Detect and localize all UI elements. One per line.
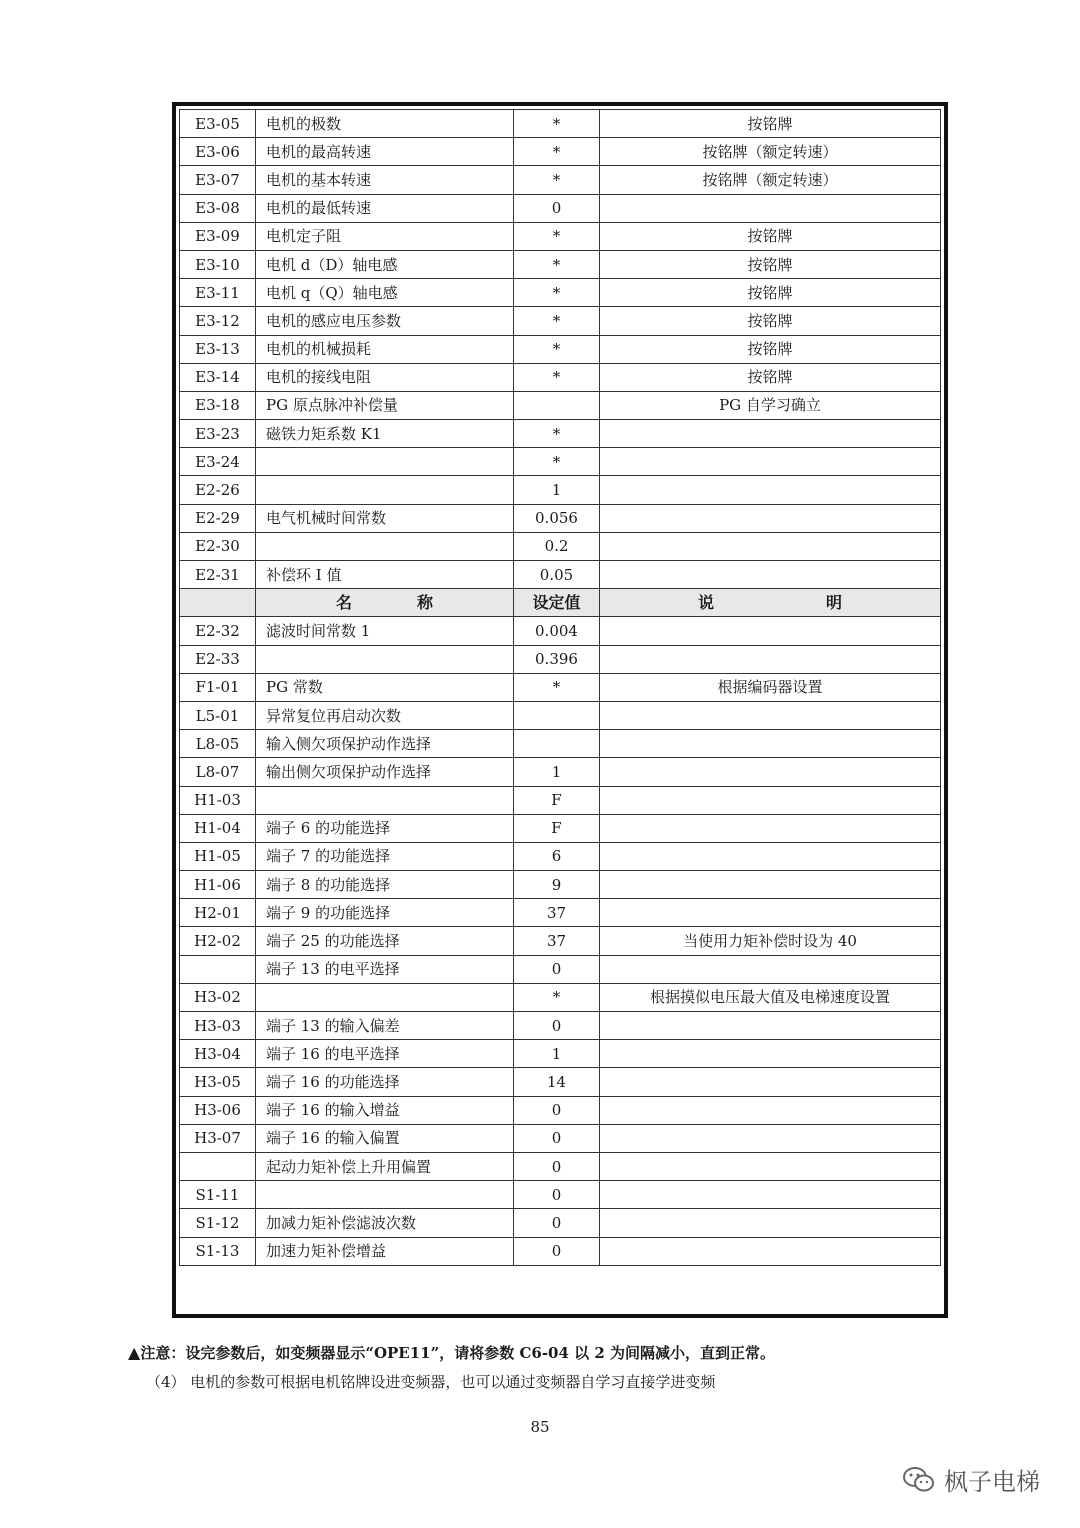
table-row [180,730,941,758]
table-row [180,1096,941,1124]
header-value: 设定值 [514,589,600,617]
cell-desc: 按铭牌 [600,279,941,307]
cell-desc [600,730,941,758]
cell-code: E3-06 [180,138,256,166]
table-row [180,363,941,391]
cell-value: * [514,673,600,701]
table-row [180,138,941,166]
cell-desc: 根据编码器设置 [600,673,941,701]
cell-desc [600,645,941,673]
cell-code: E3-10 [180,250,256,278]
table-row [180,420,941,448]
table-row [180,110,941,138]
table-row [180,476,941,504]
cell-code: S1-13 [180,1237,256,1265]
table-row [180,250,941,278]
cell-desc: 按铭牌 [600,335,941,363]
parameter-table-frame [172,102,948,1318]
cell-desc [600,1012,941,1040]
cell-value: F [514,814,600,842]
parameter-table [179,109,941,1266]
cell-name: PG 常数 [256,673,514,701]
cell-desc [600,194,941,222]
cell-value: 0 [514,1012,600,1040]
table-row [180,1012,941,1040]
cell-value: * [514,420,600,448]
cell-code: S1-11 [180,1181,256,1209]
cell-code: E2-33 [180,645,256,673]
cell-desc: 当使用力矩补偿时设为 40 [600,927,941,955]
cell-code [180,1152,256,1180]
cell-name [256,476,514,504]
cell-value: 0.2 [514,532,600,560]
cell-name: 电机的感应电压参数 [256,307,514,335]
cell-desc [600,701,941,729]
cell-desc [600,786,941,814]
wechat-icon [902,1465,936,1495]
cell-name: 补偿环 I 值 [256,561,514,589]
cell-value: 1 [514,476,600,504]
cell-code: E2-26 [180,476,256,504]
cell-desc [600,420,941,448]
cell-desc [600,758,941,786]
header-name-b: 称 [416,592,433,612]
cell-value: * [514,448,600,476]
warning-note [128,1342,775,1363]
cell-code: H3-07 [180,1124,256,1152]
cell-value [514,730,600,758]
cell-name: 电机的机械损耗 [256,335,514,363]
cell-value: * [514,250,600,278]
cell-value: 0.004 [514,617,600,645]
cell-name: 电机的最低转速 [256,194,514,222]
cell-desc [600,1181,941,1209]
cell-desc: 按铭牌 [600,110,941,138]
cell-code: E2-31 [180,561,256,589]
cell-desc [600,448,941,476]
cell-name: 端子 16 的输入偏置 [256,1124,514,1152]
cell-desc [600,1152,941,1180]
table-row [180,786,941,814]
table-row [180,166,941,194]
parameter-rows-top [180,110,941,589]
cell-value: 0 [514,1124,600,1152]
table-row [180,1209,941,1237]
cell-value: 0.056 [514,504,600,532]
cell-desc: 按铭牌 [600,222,941,250]
cell-value: 1 [514,758,600,786]
cell-value: * [514,138,600,166]
cell-value: 6 [514,842,600,870]
table-row [180,194,941,222]
cell-code: E3-24 [180,448,256,476]
cell-value: * [514,222,600,250]
cell-desc [600,1040,941,1068]
cell-name: 端子 6 的功能选择 [256,814,514,842]
table-row [180,814,941,842]
cell-name [256,532,514,560]
body-paragraph: （4） 电机的参数可根据电机铭牌设进变频器，也可以通过变频器自学习直接学进变频 [146,1373,716,1391]
cell-code: H3-06 [180,1096,256,1124]
table-row [180,955,941,983]
cell-value: * [514,110,600,138]
cell-name: 加速力矩补偿增益 [256,1237,514,1265]
cell-name: 输出侧欠项保护动作选择 [256,758,514,786]
cell-name [256,645,514,673]
cell-code [180,955,256,983]
cell-value: * [514,279,600,307]
cell-name: 起动力矩补偿上升用偏置 [256,1152,514,1180]
cell-desc [600,1209,941,1237]
cell-name: 磁铁力矩系数 K1 [256,420,514,448]
header-desc-a: 说 [698,592,715,612]
warning-triangle-icon: ▲ [128,1343,141,1362]
cell-code: H1-06 [180,871,256,899]
table-row [180,617,941,645]
cell-code: H1-05 [180,842,256,870]
cell-code: H1-03 [180,786,256,814]
cell-value: 37 [514,927,600,955]
cell-name: 异常复位再启动次数 [256,701,514,729]
cell-value: * [514,363,600,391]
header-name-cell [256,589,514,617]
parameter-rows-bottom [180,617,941,1265]
watermark [902,1462,1040,1497]
cell-value: 14 [514,1068,600,1096]
table-row [180,335,941,363]
cell-name: 电气机械时间常数 [256,504,514,532]
cell-code: H3-02 [180,983,256,1011]
cell-value: 0 [514,955,600,983]
table-row [180,1124,941,1152]
cell-desc: PG 自学习确立 [600,391,941,419]
cell-value: 0 [514,1096,600,1124]
cell-code: E3-13 [180,335,256,363]
cell-desc: 根据摸似电压最大值及电梯速度设置 [600,983,941,1011]
cell-code: L8-05 [180,730,256,758]
cell-code: H1-04 [180,814,256,842]
cell-value: * [514,166,600,194]
cell-value: 0.396 [514,645,600,673]
cell-desc [600,1124,941,1152]
table-row [180,1040,941,1068]
cell-value: * [514,307,600,335]
table-row [180,448,941,476]
header-code-cell [180,589,256,617]
cell-name: 电机的接线电阻 [256,363,514,391]
cell-desc [600,504,941,532]
table-header [180,589,941,617]
cell-code: E3-18 [180,391,256,419]
cell-value: 37 [514,899,600,927]
cell-name: 加减力矩补偿滤波次数 [256,1209,514,1237]
cell-name: 端子 13 的输入偏差 [256,1012,514,1040]
cell-code: E3-23 [180,420,256,448]
cell-desc [600,1237,941,1265]
cell-name: PG 原点脉冲补偿量 [256,391,514,419]
table-row [180,871,941,899]
cell-name: 端子 13 的电平选择 [256,955,514,983]
table-row [180,1068,941,1096]
cell-name: 电机的基本转速 [256,166,514,194]
cell-name: 电机 q（Q）轴电感 [256,279,514,307]
cell-name: 端子 16 的输入增益 [256,1096,514,1124]
cell-value: 0 [514,194,600,222]
cell-value: 1 [514,1040,600,1068]
cell-code: L5-01 [180,701,256,729]
cell-name: 电机的最高转速 [256,138,514,166]
page-number: 85 [530,1418,550,1436]
table-row [180,983,941,1011]
cell-value: 0.05 [514,561,600,589]
header-name-a: 名 [336,592,353,612]
cell-value [514,701,600,729]
cell-code: S1-12 [180,1209,256,1237]
cell-desc: 按铭牌（额定转速） [600,166,941,194]
cell-value: 0 [514,1152,600,1180]
table-row [180,279,941,307]
cell-code: E2-29 [180,504,256,532]
table-row [180,927,941,955]
cell-name [256,786,514,814]
cell-desc [600,814,941,842]
cell-name [256,448,514,476]
cell-name: 电机的极数 [256,110,514,138]
cell-name: 电机定子阻 [256,222,514,250]
cell-desc [600,842,941,870]
cell-code: H2-01 [180,899,256,927]
watermark-text: 枫子电梯 [944,1468,1040,1496]
cell-desc [600,476,941,504]
cell-desc [600,532,941,560]
cell-code: E3-14 [180,363,256,391]
cell-desc [600,955,941,983]
cell-desc [600,871,941,899]
table-row [180,758,941,786]
cell-name: 端子 9 的功能选择 [256,899,514,927]
cell-code: F1-01 [180,673,256,701]
cell-desc [600,1096,941,1124]
cell-desc [600,617,941,645]
cell-code: L8-07 [180,758,256,786]
cell-value: 9 [514,871,600,899]
cell-name [256,1181,514,1209]
cell-value: * [514,335,600,363]
table-row [180,222,941,250]
table-row [180,532,941,560]
warning-note-text: 注意：设完参数后，如变频器显示“OPE11”，请将参数 C6-04 以 2 为间隔减小，直到正常。 [140,1344,776,1362]
cell-value: 0 [514,1237,600,1265]
cell-desc [600,1068,941,1096]
cell-code: E2-30 [180,532,256,560]
cell-name [256,983,514,1011]
header-desc-b: 明 [825,592,842,612]
header-desc-cell [600,589,941,617]
cell-code: E3-05 [180,110,256,138]
table-row [180,701,941,729]
table-row [180,645,941,673]
cell-name: 端子 16 的功能选择 [256,1068,514,1096]
cell-code: E3-09 [180,222,256,250]
cell-name: 端子 25 的功能选择 [256,927,514,955]
cell-name: 输入侧欠项保护动作选择 [256,730,514,758]
cell-value: 0 [514,1181,600,1209]
cell-desc: 按铭牌 [600,307,941,335]
cell-name: 滤波时间常数 1 [256,617,514,645]
table-row [180,899,941,927]
cell-name: 端子 16 的电平选择 [256,1040,514,1068]
header-row [180,589,941,617]
cell-value: F [514,786,600,814]
cell-code: H2-02 [180,927,256,955]
cell-code: E2-32 [180,617,256,645]
table-row [180,673,941,701]
table-row [180,842,941,870]
table-row [180,391,941,419]
cell-name: 电机 d（D）轴电感 [256,250,514,278]
table-row [180,307,941,335]
cell-desc: 按铭牌 [600,250,941,278]
cell-code: H3-04 [180,1040,256,1068]
cell-code: H3-03 [180,1012,256,1040]
table-row [180,504,941,532]
cell-code: E3-12 [180,307,256,335]
cell-value: * [514,983,600,1011]
cell-code: E3-11 [180,279,256,307]
cell-code: E3-08 [180,194,256,222]
cell-value: 0 [514,1209,600,1237]
cell-name: 端子 7 的功能选择 [256,842,514,870]
cell-value [514,391,600,419]
cell-code: E3-07 [180,166,256,194]
table-row [180,1181,941,1209]
cell-desc: 按铭牌（额定转速） [600,138,941,166]
cell-desc: 按铭牌 [600,363,941,391]
cell-code: H3-05 [180,1068,256,1096]
cell-name: 端子 8 的功能选择 [256,871,514,899]
table-row [180,561,941,589]
table-row [180,1237,941,1265]
table-row [180,1152,941,1180]
cell-desc [600,561,941,589]
cell-desc [600,899,941,927]
